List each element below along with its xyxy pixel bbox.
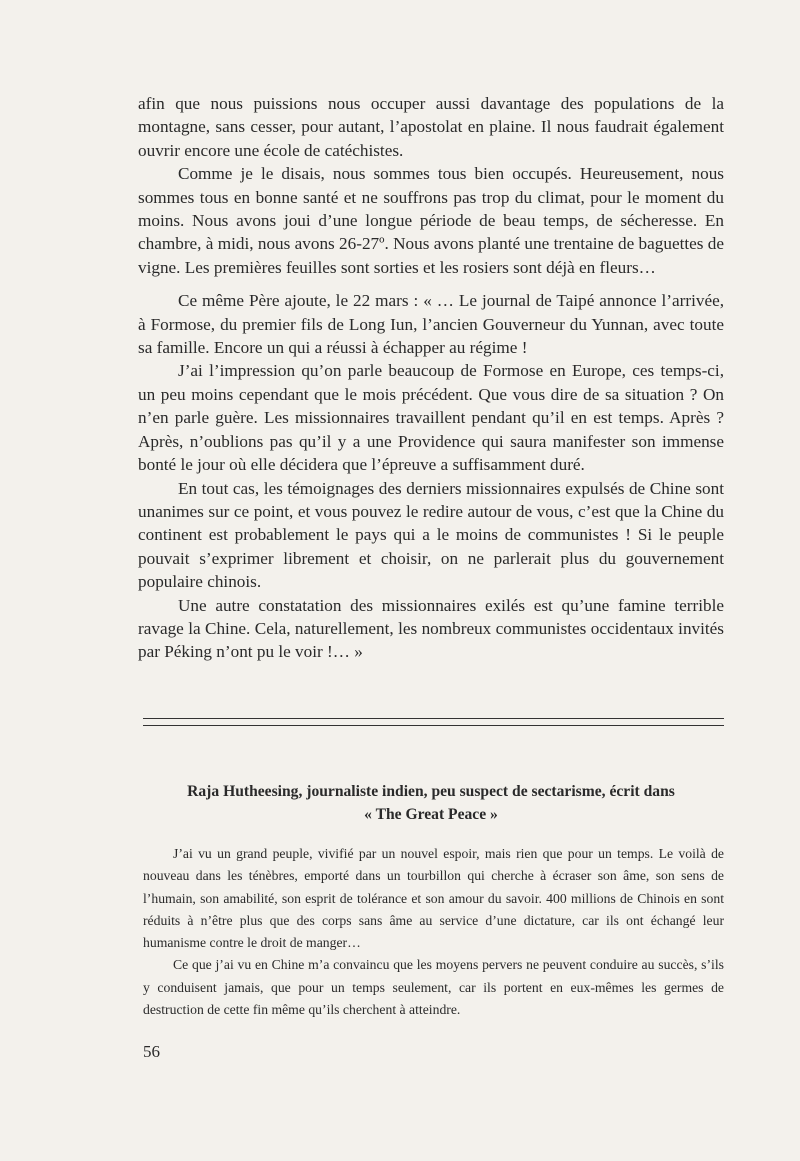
heading-line-1: Raja Hutheesing, journaliste indien, peu suspect de sectarisme, écrit dans	[187, 783, 675, 800]
paragraph-continuation: afin que nous puissions nous occuper aussi davantage des populations de la montagne, sans cesser, pour autant, l’apostolat en plaine. Il nous faudrait également ouvrir encore une école de catéchistes.	[138, 94, 724, 160]
paragraph-march-22: Ce même Père ajoute, le 22 mars : « … Le journal de Taipé annonce l’arrivée, à Formose, du premier fils de Long Iun, l’ancien Gouverneur du Yunnan, avec toute sa famille. Encore un qui a réussi à échapper au régime !	[138, 291, 724, 358]
paragraph-health: Comme je le disais, nous sommes tous bien occupés. Heureusement, nous sommes tous en bonne santé et ne souffrons pas trop du climat, pour le moment du moins. Nous avons joui d’une longue période de beau temps, de sécheresse. En chambre, à midi, nous avons 26-27º. Nous avons planté une trentaine de baguettes de vigne. Les premières feuilles sont sorties et les rosiers sont déjà en fleurs…	[138, 164, 724, 277]
double-rule-divider	[143, 718, 724, 726]
paragraph-famine: Une autre constatation des missionnaires exilés est qu’une famine terrible ravage la Chine. Cela, naturellement, les nombreux communistes occidentaux invités par Péking n’ont pu le voir !… »	[138, 595, 724, 662]
paragraph-formose-europe: J’ai l’impression qu’on parle beaucoup de Formose en Europe, ces temps-ci, un peu moins cependant que le mois précédent. Que vous dire de sa situation ? On n’en parle guère. Les missionnaires travaillent pendant qu’il en est temps. Après ? Après, n’oublions pas qu’il y a une Providence qui saura manifester son immense bonté le jour où elle décidera que l’épreuve a suffisamment duré.	[138, 361, 724, 475]
section-heading	[138, 780, 724, 826]
main-text	[138, 92, 724, 664]
quotation-block	[143, 843, 724, 1021]
quote-paragraph-2: Ce que j’ai vu en Chine m’a convaincu que les moyens pervers ne peuvent conduire au succès, s’ils y conduisent jamais, que pour un temps seulement, car ils portent en eux-mêmes les germes de destruction de cette fin même qu’ils cherchent à atteindre.	[143, 957, 724, 1018]
heading-line-2: « The Great Peace »	[364, 806, 498, 823]
quote-paragraph-1: J’ai vu un grand peuple, vivifié par un nouvel espoir, mais rien que pour un temps. Le voilà de nouveau dans les ténèbres, emporté dans un tourbillon qui cherche à écraser son âme, son sens de l’humain, son amabilité, son esprit de tolérance et son amour du savoir. 400 millions de Chinois en sont réduits à n’être plus que des corps sans âme au service d’une dictature, car ils ont échangé leur humanisme contre le droit de manger…	[143, 846, 724, 951]
paragraph-testimonies: En tout cas, les témoignages des derniers missionnaires expulsés de Chine sont unanimes sur ce point, et vous pouvez le redire autour de vous, c’est que la Chine du continent est probablement le pays qui a le moins de communistes ! Si le peuple pouvait s’exprimer librement et choisir, on ne parlerait plus du gouvernement populaire chinois.	[138, 478, 724, 592]
page-number: 56	[143, 1042, 160, 1061]
